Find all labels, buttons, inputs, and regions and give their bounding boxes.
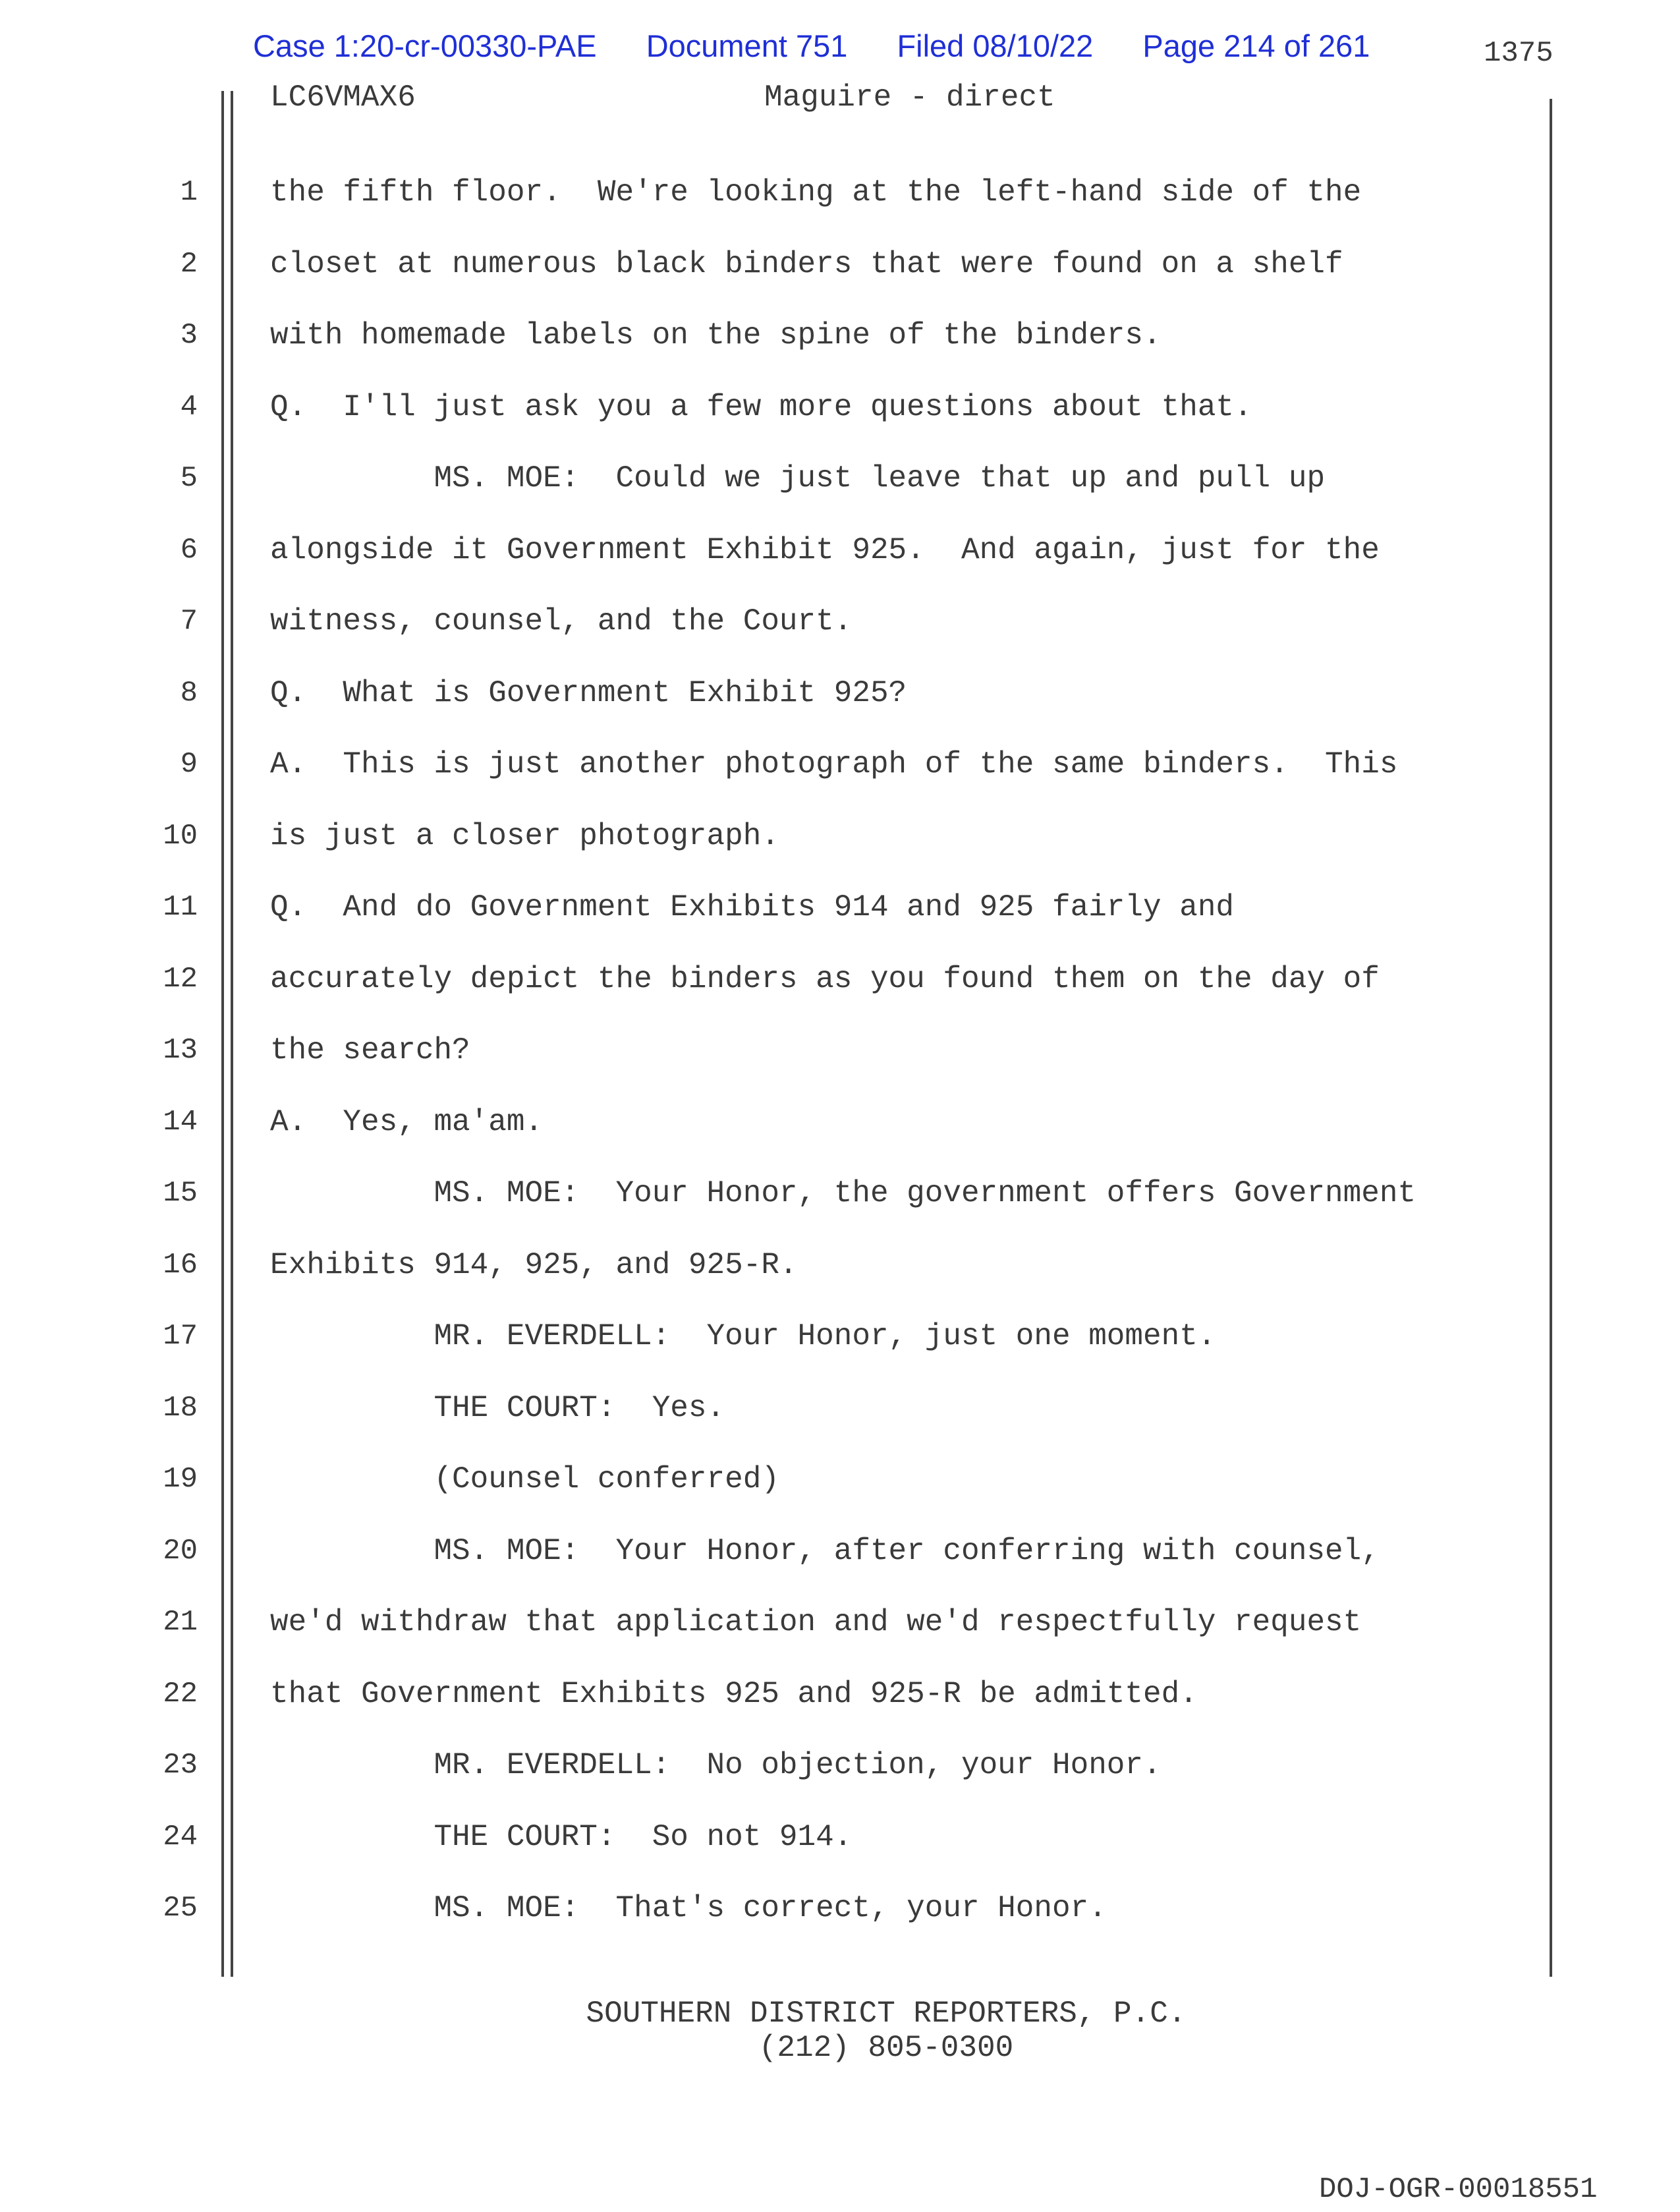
filing-stamp xyxy=(253,28,1370,64)
transcript-line: alongside it Government Exhibit 925. And again, just for the xyxy=(270,532,1380,567)
transcript-line: Q. I'll just ask you a few more questions about that. xyxy=(270,389,1252,424)
line-number: 2 xyxy=(180,247,198,281)
line-number: 24 xyxy=(163,1820,198,1854)
transcript-line: the fifth floor. We're looking at the left-hand side of the xyxy=(270,175,1362,210)
transcript-line: is just a closer photograph. xyxy=(270,818,779,853)
line-number: 12 xyxy=(163,962,198,996)
left-margin-rule-inner xyxy=(231,91,233,1977)
line-number: 15 xyxy=(163,1177,198,1210)
line-number-column xyxy=(132,173,198,1960)
transcript-line: (Counsel conferred) xyxy=(270,1462,779,1496)
line-number: 20 xyxy=(163,1534,198,1568)
header-code: LC6VMAX6 xyxy=(270,80,416,115)
line-number: 14 xyxy=(163,1105,198,1139)
line-number: 18 xyxy=(163,1391,198,1425)
line-number: 22 xyxy=(163,1677,198,1711)
transcript-line: MS. MOE: Could we just leave that up and pull up xyxy=(270,461,1326,496)
transcript-line: Exhibits 914, 925, and 925-R. xyxy=(270,1247,798,1282)
transcript-line: with homemade labels on the spine of the binders. xyxy=(270,318,1162,353)
document-number: Document 751 xyxy=(646,28,848,63)
transcript-line: MS. MOE: Your Honor, the government offers Government xyxy=(270,1176,1416,1210)
line-number: 8 xyxy=(180,676,198,710)
line-number: 11 xyxy=(163,891,198,924)
left-margin-rule xyxy=(221,91,224,1977)
line-number: 4 xyxy=(180,390,198,424)
transcript-line: THE COURT: Yes. xyxy=(270,1390,725,1425)
line-number: 6 xyxy=(180,533,198,567)
stamp-page-count: Page 214 of 261 xyxy=(1142,28,1370,63)
transcript-line: that Government Exhibits 925 and 925-R be admitted. xyxy=(270,1676,1198,1711)
transcript-line: A. This is just another photograph of the same binders. This xyxy=(270,747,1398,781)
line-number: 13 xyxy=(163,1034,198,1067)
line-number: 19 xyxy=(163,1463,198,1496)
line-number: 16 xyxy=(163,1248,198,1282)
transcript-line: we'd withdraw that application and we'd respectfully request xyxy=(270,1605,1362,1639)
transcript-line: A. Yes, ma'am. xyxy=(270,1104,544,1139)
line-number: 3 xyxy=(180,319,198,352)
transcript-line: witness, counsel, and the Court. xyxy=(270,604,853,638)
header-title: Maguire - direct xyxy=(764,80,1055,115)
line-number: 1 xyxy=(180,176,198,209)
line-number: 9 xyxy=(180,748,198,781)
line-number: 10 xyxy=(163,819,198,853)
line-number: 17 xyxy=(163,1320,198,1353)
right-margin-rule xyxy=(1550,99,1552,1977)
transcript-line: MR. EVERDELL: Your Honor, just one moment. xyxy=(270,1319,1216,1353)
transcript-line: MR. EVERDELL: No objection, your Honor. xyxy=(270,1748,1162,1782)
footer-phone: (212) 805-0300 xyxy=(758,2031,1014,2065)
transcript-line: MS. MOE: Your Honor, after conferring with counsel, xyxy=(270,1533,1380,1568)
footer-reporter: SOUTHERN DISTRICT REPORTERS, P.C. xyxy=(586,1997,1187,2031)
transcript-body xyxy=(270,173,1542,1960)
transcript-line: THE COURT: So not 914. xyxy=(270,1819,853,1854)
transcript-line: Q. And do Government Exhibits 914 and 925 fairly and xyxy=(270,890,1235,924)
transcript-line: Q. What is Government Exhibit 925? xyxy=(270,675,907,710)
transcript-line: accurately depict the binders as you found them on the day of xyxy=(270,961,1380,996)
bates-number: DOJ-OGR-00018551 xyxy=(1319,2173,1598,2206)
line-number: 21 xyxy=(163,1606,198,1639)
line-number: 25 xyxy=(163,1892,198,1925)
transcript-line: the search? xyxy=(270,1033,470,1067)
case-number: Case 1:20-cr-00330-PAE xyxy=(253,28,597,63)
line-number: 7 xyxy=(180,605,198,638)
transcript-line: MS. MOE: That's correct, your Honor. xyxy=(270,1891,1107,1925)
transcript-line: closet at numerous black binders that were found on a shelf xyxy=(270,246,1343,281)
transcript-page-number: 1375 xyxy=(1484,37,1554,70)
line-number: 5 xyxy=(180,462,198,495)
filed-date: Filed 08/10/22 xyxy=(897,28,1094,63)
line-number: 23 xyxy=(163,1749,198,1782)
